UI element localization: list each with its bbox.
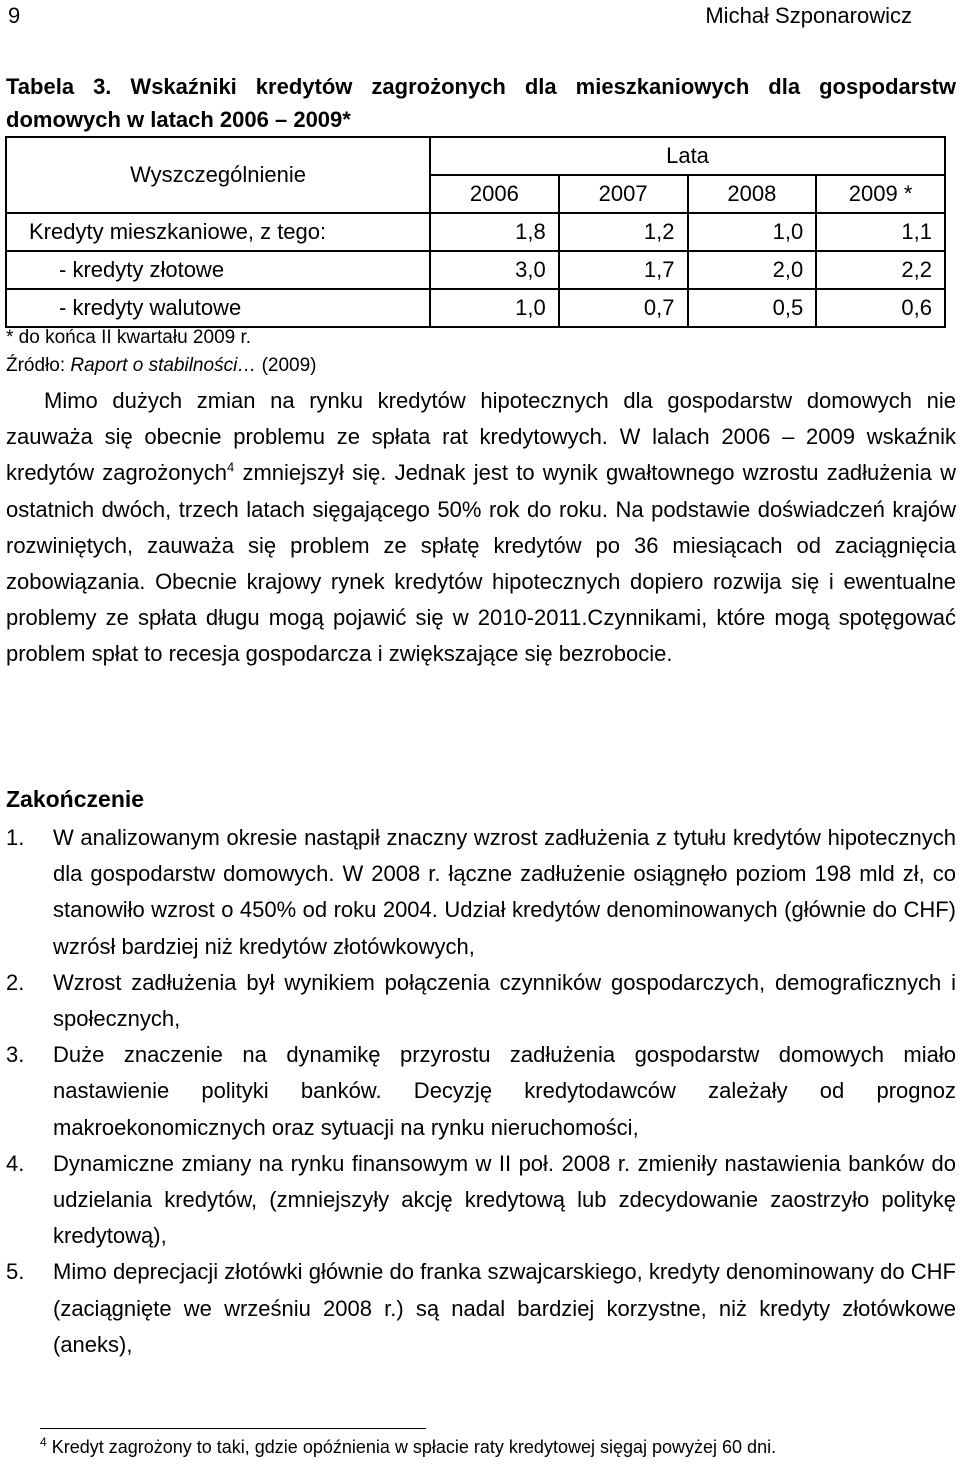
source-title: Raport o stabilności… — [70, 355, 257, 376]
table-cell: 0,5 — [688, 289, 817, 327]
table-source — [6, 355, 317, 377]
table-cell: 1,8 — [430, 213, 559, 251]
table-cell: 0,7 — [559, 289, 688, 327]
footnote — [40, 1437, 776, 1458]
column-header-year: 2008 — [688, 175, 817, 213]
table-cell: 3,0 — [430, 251, 559, 289]
table-cell: 2,2 — [816, 251, 945, 289]
footnote-divider — [40, 1428, 426, 1429]
list-item — [6, 1254, 956, 1363]
list-item-number: 5. — [6, 1259, 25, 1285]
row-label: - kredyty walutowe — [6, 289, 430, 327]
column-header-specification: Wyszczególnienie — [6, 137, 430, 213]
table-cell: 1,1 — [816, 213, 945, 251]
list-item — [6, 820, 956, 965]
table-cell: 1,2 — [559, 213, 688, 251]
column-header-year: 2006 — [430, 175, 559, 213]
table-caption: Tabela 3. Wskaźniki kredytów zagrożonych dla mieszkaniowych dla gospodarstw domowych w latach 2006 – 2009* — [6, 74, 956, 132]
table-header-row — [6, 137, 945, 175]
table-cell: 1,0 — [688, 213, 817, 251]
paragraph-text-a: Mimo dużych zmian na rynku kredytów hipotecznych dla gospodarstw domowych nie zauważa się obecnie problemu ze spłata rat kredytowych. W lalach 2006 – 2009 wskaźnik kredytów zagrożonych — [6, 388, 956, 486]
list-item-text: Mimo deprecjacji złotówki głównie do franka szwajcarskiego, kredyty denominowany do CHF (zaciągnięte we wrześniu 2008 r.) są nadal bardziej korzystne, niż kredyty złotówkowe (aneks), — [53, 1259, 956, 1357]
table-cell: 2,0 — [688, 251, 817, 289]
table-cell: 1,0 — [430, 289, 559, 327]
table-row — [6, 289, 945, 327]
page-header — [0, 0, 960, 34]
list-item-text: Wzrost zadłużenia był wynikiem połączenia czynników gospodarczych, demograficznych i społecznych, — [53, 969, 956, 1032]
row-label: - kredyty złotowe — [6, 251, 430, 289]
column-header-year: 2009 * — [816, 175, 945, 213]
list-item — [6, 965, 956, 1037]
list-item-number: 2. — [6, 969, 25, 995]
list-item-text: W analizowanym okresie nastąpił znaczny wzrost zadłużenia z tytułu kredytów hipotecznych dla gospodarstw domowych. W 2008 r. łączne zadłużenie osiągnęło poziom 198 mld zł, co stanowiło wzrost o 450% od roku 2004. Udział kredytów denominowanych (głównie do CHF) wzrósł bardziej niż kredytów złotówkowych, — [53, 825, 956, 959]
list-item — [6, 1037, 956, 1146]
footnote-text: Kredyt zagrożony to taki, gdzie opóźnienia w spłacie raty kredytowej sięgaj powyżej 60 dni. — [46, 1437, 777, 1457]
source-prefix: Źródło: — [6, 355, 71, 376]
table-row — [6, 213, 945, 251]
page-number: 9 — [8, 3, 21, 28]
list-item-number: 3. — [6, 1042, 25, 1068]
running-header-author: Michał Szponarowicz — [705, 3, 912, 28]
column-header-year: 2007 — [559, 175, 688, 213]
table-cell: 1,7 — [559, 251, 688, 289]
footnote-reference: 4 — [227, 460, 235, 476]
table-note: * do końca II kwartału 2009 r. — [6, 327, 252, 348]
data-table — [5, 136, 946, 328]
row-label: Kredyty mieszkaniowe, z tego: — [6, 213, 430, 251]
footnote-mark: 4 — [40, 1435, 47, 1449]
list-item — [6, 1146, 956, 1255]
body-paragraph — [6, 383, 956, 673]
conclusion-list — [6, 820, 956, 1363]
section-heading: Zakończenie — [6, 786, 145, 812]
list-item-text: Dynamiczne zmiany na rynku finansowym w II poł. 2008 r. zmieniły nastawienia banków do udzielania kredytów, (zmniejszyły akcję kredytową lub zdecydowanie zaostrzyło politykę kredytową), — [53, 1150, 956, 1249]
table-row — [6, 251, 945, 289]
column-group-header-years: Lata — [430, 137, 945, 175]
list-item-number: 4. — [6, 1150, 25, 1176]
table-cell: 0,6 — [816, 289, 945, 327]
list-item-number: 1. — [6, 825, 25, 850]
paragraph-text-b: zmniejszył się. Jednak jest to wynik gwałtownego wzrostu zadłużenia w ostatnich dwóch, trzech latach sięgającego 50% rok do roku. Na podstawie doświadczeń krajów rozwiniętych, zauważa się problem ze spłatę kredytów po 36 miesiącach od zaciągnięcia zobowiązania. Obecnie krajowy rynek kredytów hipotecznych dopiero rozwija się i ewentualne problemy ze spłata długu mogą pojawić się w 2010-2011.Czynnikami, które mogą spotęgować problem spłat to recesja gospodarcza i zwiększające się bezrobocie. — [6, 460, 956, 667]
list-item-text: Duże znaczenie na dynamikę przyrostu zadłużenia gospodarstw domowych miało nastawienie polityki banków. Decyzję kredytodawców zależały od prognoz makroekonomicznych oraz sytuacji na rynku nieruchomości, — [53, 1042, 956, 1140]
source-suffix: (2009) — [256, 355, 317, 376]
